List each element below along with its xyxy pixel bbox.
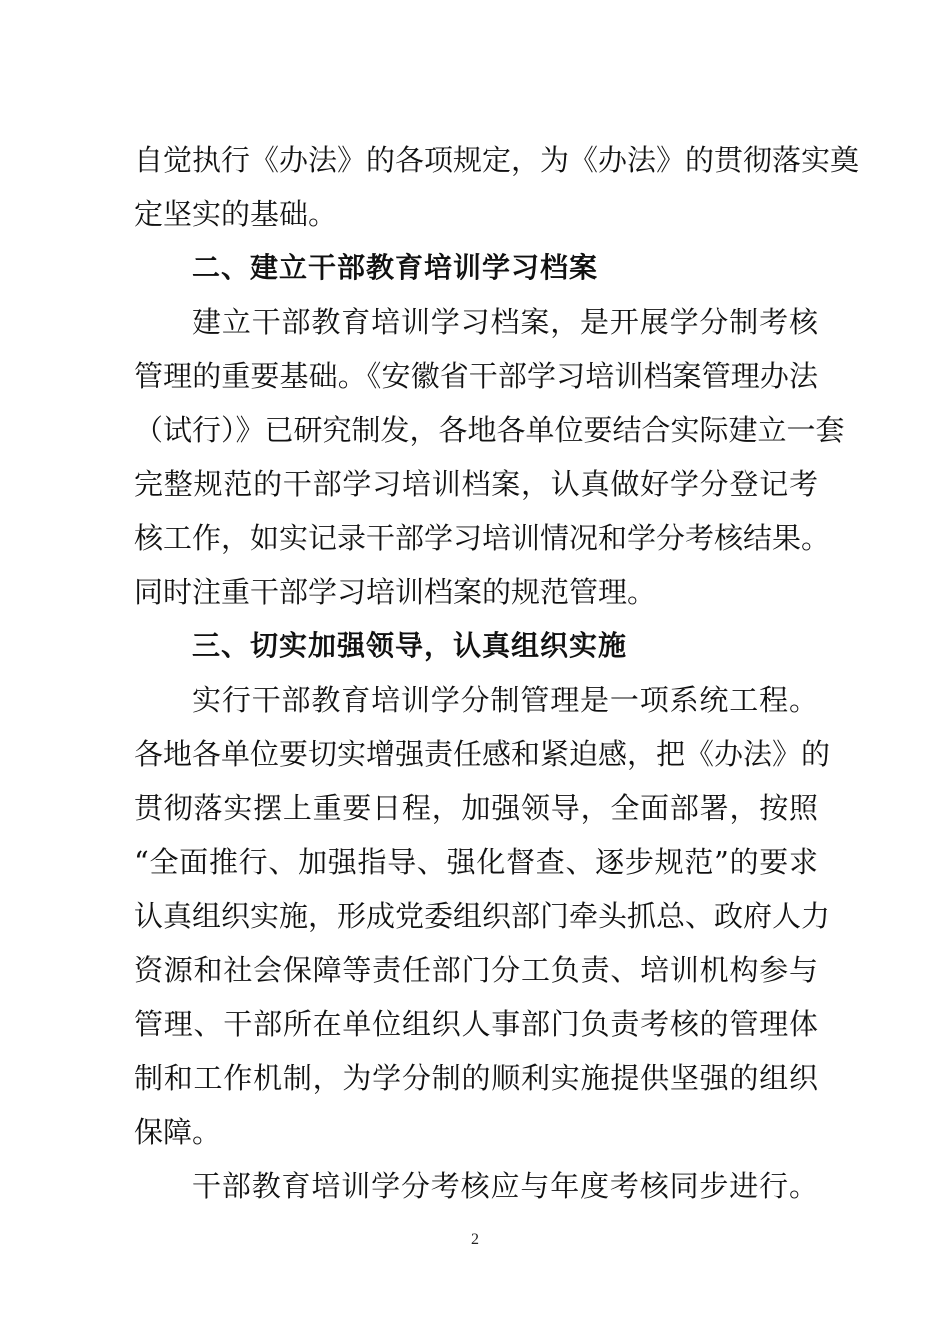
body-text-line: 定坚实的基础。: [134, 197, 338, 231]
page-number: 2: [471, 1231, 479, 1248]
body-text-line: 资源和社会保障等责任部门分工负责、培训机构参与: [134, 953, 818, 987]
body-text-line: 同时注重干部学习培训档案的规范管理。: [134, 575, 657, 609]
body-text-line: 认真组织实施，形成党委组织部门牵头抓总、政府人力: [134, 899, 831, 933]
section-heading: 三、切实加强领导，认真组织实施: [192, 629, 628, 662]
body-text-line: 干部教育培训学分考核应与年度考核同步进行。: [192, 1169, 818, 1203]
body-text-line: 贯彻落实摆上重要日程，加强领导，全面部署，按照: [134, 791, 818, 825]
body-text-line: 保障。: [134, 1115, 222, 1149]
body-text-line: 完整规范的干部学习培训档案，认真做好学分登记考: [134, 467, 818, 501]
body-text-line: 建立干部教育培训学习档案，是开展学分制考核: [192, 305, 818, 339]
section-heading: 二、建立干部教育培训学习档案: [192, 251, 599, 284]
body-text-line: 管理的重要基础。《安徽省干部学习培训档案管理办法: [134, 359, 818, 393]
body-text-line: 管理、干部所在单位组织人事部门负责考核的管理体: [134, 1007, 818, 1041]
body-text-line: 实行干部教育培训学分制管理是一项系统工程。: [192, 683, 818, 717]
body-text-line: 制和工作机制，为学分制的顺利实施提供坚强的组织: [134, 1061, 818, 1095]
body-text-line: “全面推行、加强指导、强化督查、逐步规范”的要求: [134, 845, 818, 879]
body-text-line: 核工作，如实记录干部学习培训情况和学分考核结果。: [134, 521, 831, 555]
body-text-line: （试行）》已研究制发，各地各单位要结合实际建立一套: [134, 413, 845, 447]
body-text-line: 自觉执行《办法》的各项规定，为《办法》的贯彻落实奠: [134, 143, 860, 177]
body-text-line: 各地各单位要切实增强责任感和紧迫感，把《办法》的: [134, 737, 831, 771]
